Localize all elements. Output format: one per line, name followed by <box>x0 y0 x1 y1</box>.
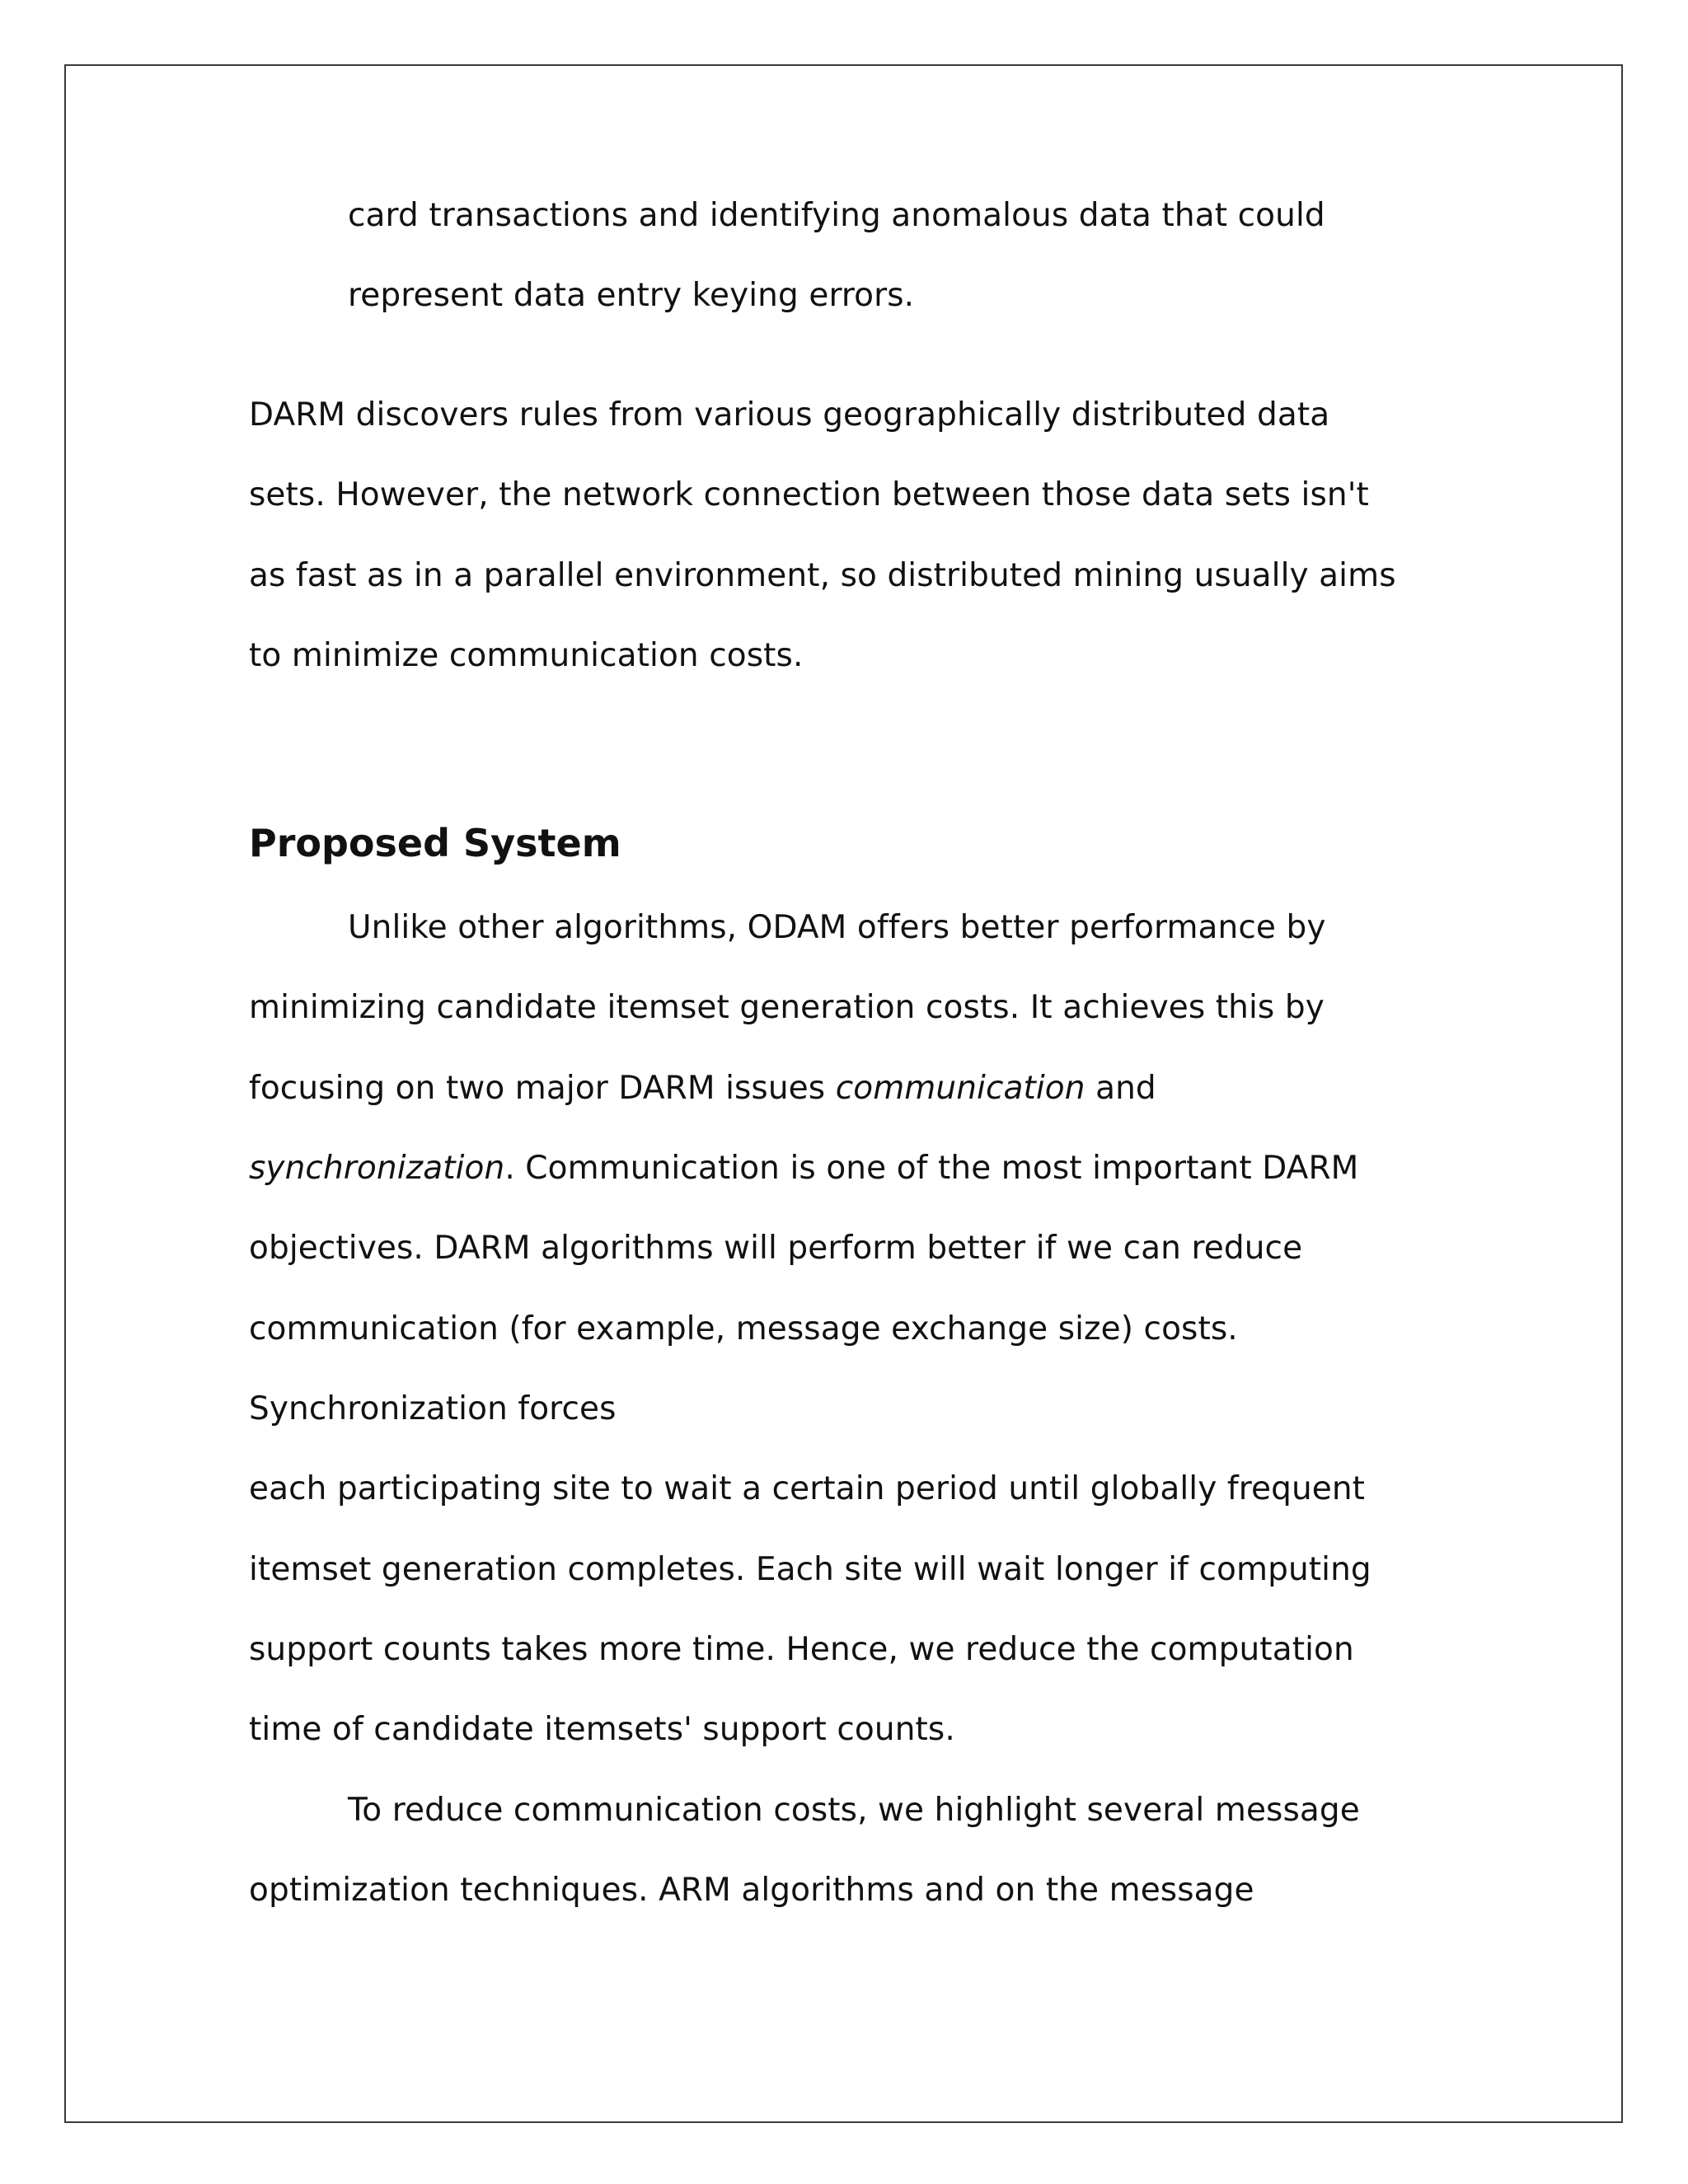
proposed-paragraph-line-5: objectives. DARM algorithms will perform better if we can reduce <box>249 1230 1303 1267</box>
proposed-paragraph-line-10: support counts takes more time. Hence, we reduce the computation <box>249 1631 1354 1668</box>
section-heading: Proposed System <box>249 821 621 865</box>
line3-text-before: focusing on two major DARM issues <box>249 1070 836 1107</box>
proposed-paragraph-line-2: minimizing candidate itemset generation costs. It achieves this by <box>249 989 1325 1026</box>
proposed-paragraph-line-1: Unlike other algorithms, ODAM offers better performance by <box>348 909 1326 946</box>
italic-communication: communication <box>835 1070 1085 1107</box>
proposed-paragraph-line-9: itemset generation completes. Each site will wait longer if computing <box>249 1551 1372 1588</box>
darm-paragraph-line-1: DARM discovers rules from various geographically distributed data <box>249 396 1330 434</box>
line4-text-after: . Communication is one of the most important DARM <box>504 1150 1359 1187</box>
line3-text-after: and <box>1085 1070 1156 1107</box>
italic-synchronization: synchronization <box>249 1150 505 1187</box>
darm-paragraph-line-3: as fast as in a parallel environment, so distributed mining usually aims <box>249 557 1396 594</box>
continuation-line-2: represent data entry keying errors. <box>348 277 915 314</box>
darm-paragraph-line-4: to minimize communication costs. <box>249 637 804 674</box>
continuation-line-1: card transactions and identifying anomalous data that could <box>348 197 1325 234</box>
final-paragraph-line-1: To reduce communication costs, we highlight several message <box>348 1792 1360 1829</box>
final-paragraph-line-2: optimization techniques. ARM algorithms and on the message <box>249 1872 1254 1909</box>
proposed-paragraph-line-6: communication (for example, message exchange size) costs. <box>249 1310 1238 1347</box>
darm-paragraph-line-2: sets. However, the network connection between those data sets isn't <box>249 476 1369 513</box>
proposed-paragraph-line-7: Synchronization forces <box>249 1390 617 1427</box>
proposed-paragraph-line-3 <box>249 1069 1156 1108</box>
proposed-paragraph-line-8: each participating site to wait a certain period until globally frequent <box>249 1470 1366 1507</box>
proposed-paragraph-line-11: time of candidate itemsets' support counts. <box>249 1711 955 1748</box>
proposed-paragraph-line-4 <box>249 1149 1358 1188</box>
